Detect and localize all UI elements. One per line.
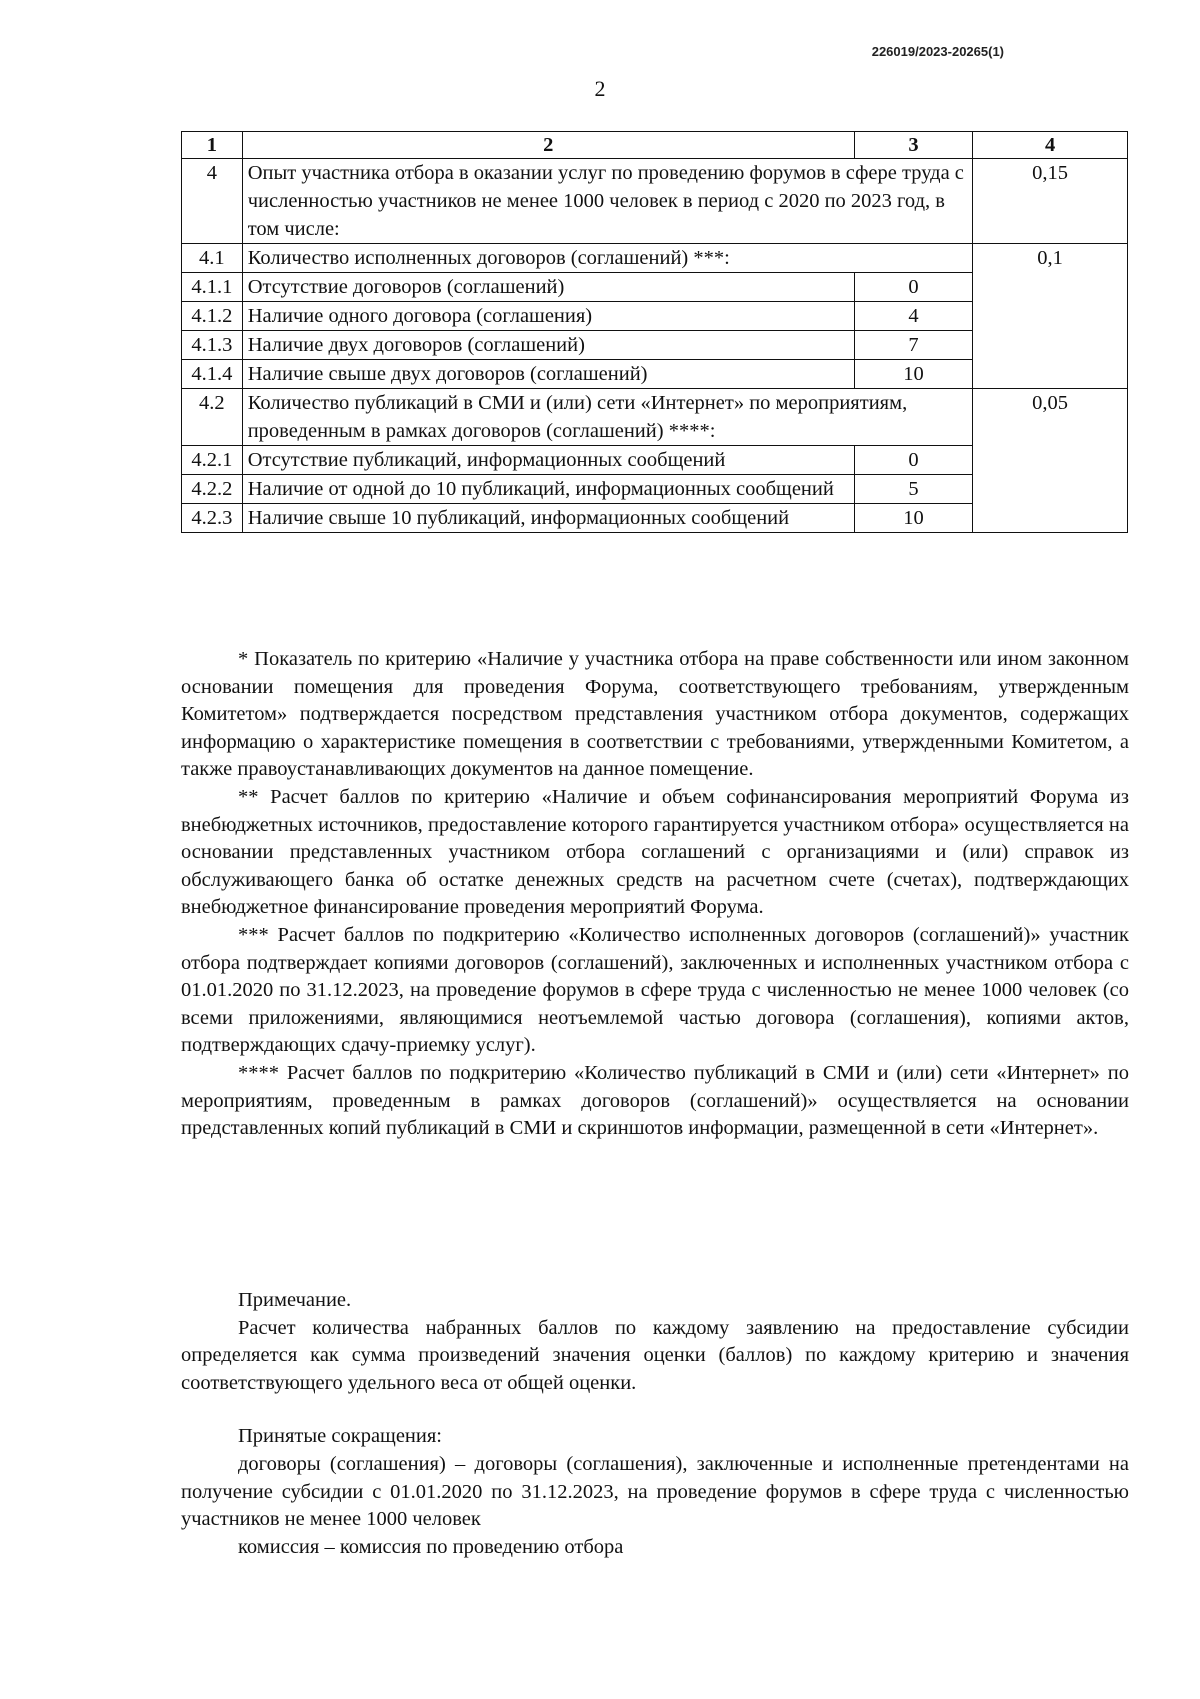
row-text: Опыт участника отбора в оказании услуг по проведению форумов в сфере труда с численностью участников не менее 1000 человек в период с 2020 по 2023 год, в том числе: bbox=[242, 159, 972, 244]
table-row bbox=[182, 244, 1128, 273]
row-text: Количество исполненных договоров (соглашений) ***: bbox=[242, 244, 972, 273]
column-header-2: 2 bbox=[242, 132, 854, 159]
page-number: 2 bbox=[594, 76, 606, 101]
row-weight: 0,1 bbox=[973, 244, 1128, 389]
abbreviation-item: комиссия – комиссия по проведению отбора bbox=[238, 1535, 624, 1558]
footnotes-section bbox=[181, 646, 1129, 1143]
row-number: 4.2.3 bbox=[182, 504, 243, 533]
row-number: 4.1.1 bbox=[182, 273, 243, 302]
row-number: 4.1.3 bbox=[182, 331, 243, 360]
row-number: 4 bbox=[182, 159, 243, 244]
footnote-2: ** Расчет баллов по критерию «Наличие и объем софинансирования мероприятий Форума из внебюджетных источников, предоставление которого гарантируется участником отбора» осуществляется на основании представленных участником отбора соглашений с организациями и (или) справок из обслуживающего банка об остатке денежных средств на расчетном счете (счетах), подтверждающих внебюджетное финансирование проведения мероприятий Форума. bbox=[181, 785, 1129, 919]
footnote-4: **** Расчет баллов по подкритерию «Количество публикаций в СМИ и (или) сети «Интернет» по мероприятиям, проведенным в рамках договоров (соглашений)» осуществляется на основании представленных копий публикаций в СМИ и скриншотов информации, размещенной в сети «Интернет». bbox=[181, 1061, 1129, 1140]
row-text: Наличие от одной до 10 публикаций, информационных сообщений bbox=[242, 475, 854, 504]
table-row bbox=[182, 159, 1128, 244]
abbreviation-item: договоры (соглашения) – договоры (соглашения), заключенные и исполненные претендентами на получение субсидии с 01.01.2020 по 31.12.2023, на проведение форумов в сфере труда с численностью участников не менее 1000 человек bbox=[181, 1452, 1129, 1531]
footnote-3: *** Расчет баллов по подкритерию «Количество исполненных договоров (соглашений)» участник отбора подтверждает копиями договоров (соглашений), заключенных и исполненных участником отбора с 01.01.2020 по 31.12.2023, на проведение форумов в сфере труда с численностью не менее 1000 человек (со всеми приложениями, являющимися неотъемлемой частью договора (соглашения), копиями актов, подтверждающих сдачу-приемку услуг). bbox=[181, 923, 1129, 1057]
footnote-1: * Показатель по критерию «Наличие у участника отбора на праве собственности или ином законном основании помещения для проведения Форума, соответствующего требованиям, утвержденным Комитетом» подтверждается посредством представления участником отбора документов, содержащих информацию о характеристике помещения в соответствии с требованиями, утвержденными Комитетом, а также правоустанавливающих документов на данное помещение. bbox=[181, 648, 1129, 781]
row-score: 7 bbox=[854, 331, 972, 360]
row-score: 10 bbox=[854, 504, 972, 533]
row-text: Наличие двух договоров (соглашений) bbox=[242, 331, 854, 360]
row-score: 10 bbox=[854, 360, 972, 389]
row-text: Наличие свыше 10 публикаций, информационных сообщений bbox=[242, 504, 854, 533]
row-text: Отсутствие публикаций, информационных сообщений bbox=[242, 446, 854, 475]
row-text: Наличие одного договора (соглашения) bbox=[242, 302, 854, 331]
document-number: 226019/2023-20265(1) bbox=[871, 44, 1004, 59]
note-title: Примечание. bbox=[238, 1289, 352, 1311]
row-number: 4.1.2 bbox=[182, 302, 243, 331]
column-header-1: 1 bbox=[182, 132, 243, 159]
row-text: Наличие свыше двух договоров (соглашений) bbox=[242, 360, 854, 389]
row-text: Отсутствие договоров (соглашений) bbox=[242, 273, 854, 302]
row-score: 0 bbox=[854, 273, 972, 302]
table-row bbox=[182, 389, 1128, 446]
row-number: 4.2 bbox=[182, 389, 243, 446]
row-number: 4.2.1 bbox=[182, 446, 243, 475]
row-score: 5 bbox=[854, 475, 972, 504]
row-weight: 0,05 bbox=[973, 389, 1128, 533]
row-text: Количество публикаций в СМИ и (или) сети «Интернет» по мероприятиям, проведенным в рамках договоров (соглашений) ****: bbox=[242, 389, 972, 446]
abbreviations-title: Принятые сокращения: bbox=[238, 1425, 442, 1448]
row-number: 4.1 bbox=[182, 244, 243, 273]
remarks-section bbox=[181, 1287, 1129, 1561]
note-text: Расчет количества набранных баллов по каждому заявлению на предоставление субсидии определяется как сумма произведений значения оценки (баллов) по каждому критерию и значения соответствующего удельного веса от общей оценки. bbox=[181, 1316, 1129, 1394]
column-header-4: 4 bbox=[973, 132, 1128, 159]
row-weight: 0,15 bbox=[973, 159, 1128, 244]
table-header-row bbox=[182, 132, 1128, 159]
column-header-3: 3 bbox=[854, 132, 972, 159]
row-score: 0 bbox=[854, 446, 972, 475]
row-score: 4 bbox=[854, 302, 972, 331]
criteria-table bbox=[181, 131, 1128, 533]
row-number: 4.1.4 bbox=[182, 360, 243, 389]
row-number: 4.2.2 bbox=[182, 475, 243, 504]
